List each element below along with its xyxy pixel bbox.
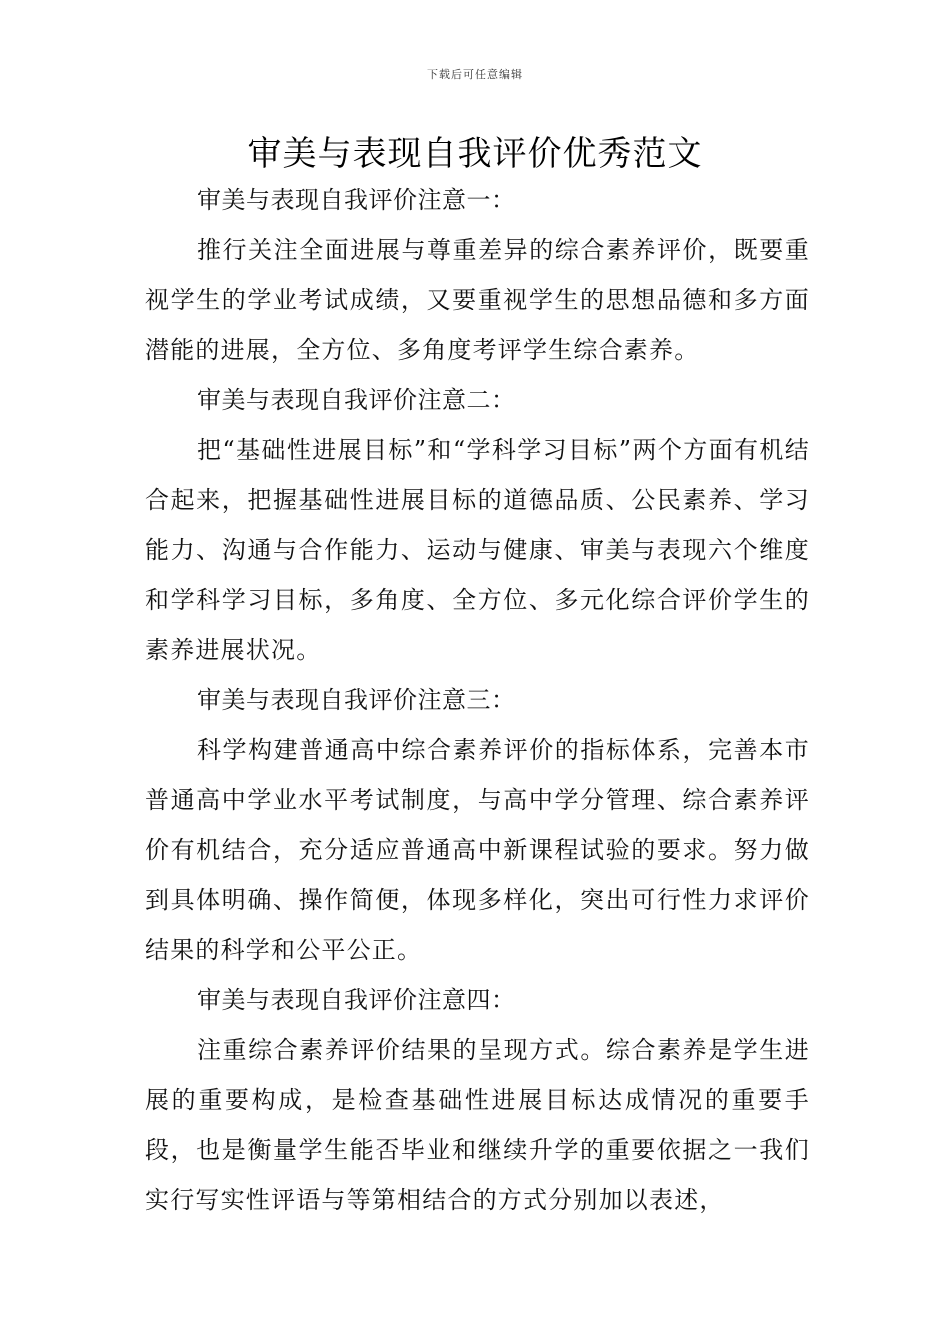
header-note: 下载后可任意编辑: [427, 68, 523, 81]
document-body: [145, 175, 810, 1225]
section-heading-3: 审美与表现自我评价注意三：: [197, 686, 516, 714]
section-heading-4: 审美与表现自我评价注意四：: [197, 986, 516, 1014]
section-paragraph-4: 注重综合素养评价结果的呈现方式。综合素养是学生进展的重要构成，是检查基础性进展目标达成情况的重要手段，也是衡量学生能否毕业和继续升学的重要依据之一我们实行写实性评语与等第相结合的方式分别加以表述，: [145, 1036, 810, 1214]
section-heading-1: 审美与表现自我评价注意一：: [197, 186, 516, 214]
document-title: 审美与表现自我评价优秀范文: [247, 134, 703, 174]
section-paragraph-1: 推行关注全面进展与尊重差异的综合素养评价，既要重视学生的学业考试成绩，又要重视学生的思想品德和多方面潜能的进展，全方位、多角度考评学生综合素养。: [145, 236, 810, 364]
section-heading-2: 审美与表现自我评价注意二：: [197, 386, 516, 414]
section-paragraph-3: 科学构建普通高中综合素养评价的指标体系，完善本市普通高中学业水平考试制度，与高中学分管理、综合素养评价有机结合，充分适应普通高中新课程试验的要求。努力做到具体明确、操作简便，体现多样化，突出可行性力求评价结果的科学和公平公正。: [145, 736, 810, 964]
section-paragraph-2: 把“基础性进展目标”和“学科学习目标”两个方面有机结合起来，把握基础性进展目标的道德品质、公民素养、学习能力、沟通与合作能力、运动与健康、审美与表现六个维度和学科学习目标，多角度、全方位、多元化综合评价学生的素养进展状况。: [145, 436, 810, 664]
